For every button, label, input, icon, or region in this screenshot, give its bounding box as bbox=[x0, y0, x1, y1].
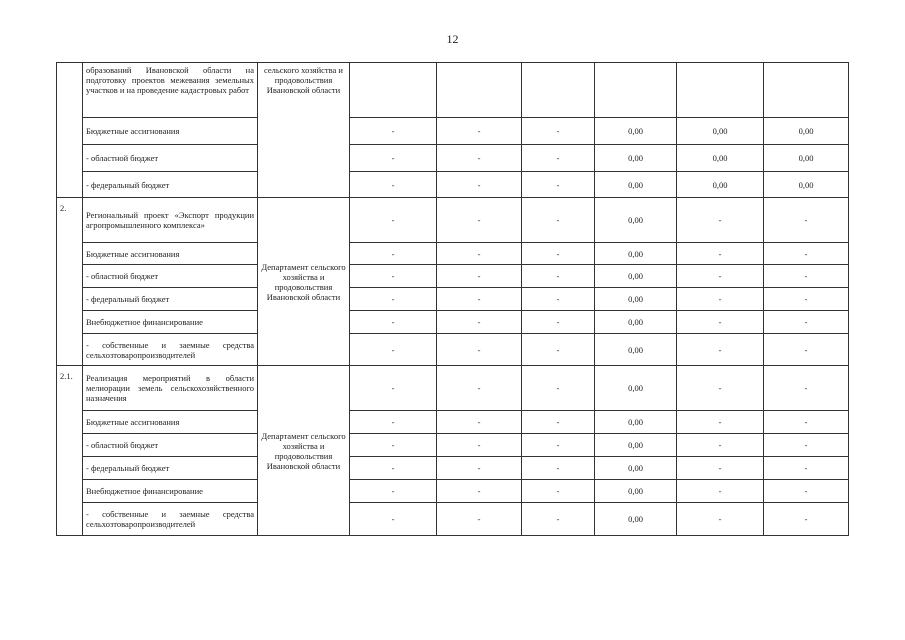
value-cell: - bbox=[677, 198, 764, 243]
value-cell: 0,00 bbox=[595, 243, 677, 265]
value-cell: - bbox=[350, 243, 437, 265]
value-cell: - bbox=[437, 457, 522, 480]
value-cell: - bbox=[350, 366, 437, 411]
value-cell: - bbox=[437, 366, 522, 411]
value-cell: 0,00 bbox=[595, 411, 677, 434]
value-cell: - bbox=[677, 265, 764, 288]
value-cell: 0,00 bbox=[595, 118, 677, 145]
funding-row bbox=[57, 457, 849, 480]
value-cell: - bbox=[764, 198, 849, 243]
value-cell: 0,00 bbox=[595, 480, 677, 503]
section-row bbox=[57, 198, 849, 243]
funding-label: - федеральный бюджет bbox=[83, 457, 258, 480]
value-cell: - bbox=[350, 288, 437, 311]
funding-row bbox=[57, 434, 849, 457]
funding-row bbox=[57, 118, 849, 145]
funding-label: Бюджетные ассигнования bbox=[83, 118, 258, 145]
row-number: 2. bbox=[57, 198, 83, 366]
value-cell: 0,00 bbox=[595, 198, 677, 243]
value-cell: - bbox=[350, 145, 437, 172]
value-cell: - bbox=[764, 311, 849, 334]
funding-label: - областной бюджет bbox=[83, 265, 258, 288]
value-cell: - bbox=[764, 480, 849, 503]
value-cell: - bbox=[350, 334, 437, 366]
value-cell: 0,00 bbox=[595, 503, 677, 536]
funding-row bbox=[57, 311, 849, 334]
value-cell: - bbox=[522, 198, 595, 243]
value-cell: 0,00 bbox=[764, 118, 849, 145]
value-cell: - bbox=[350, 265, 437, 288]
value-cell: - bbox=[437, 243, 522, 265]
value-cell bbox=[522, 63, 595, 118]
value-cell: - bbox=[350, 503, 437, 536]
value-cell: - bbox=[522, 411, 595, 434]
value-cell: - bbox=[437, 145, 522, 172]
value-cell bbox=[677, 63, 764, 118]
funding-row bbox=[57, 145, 849, 172]
value-cell: - bbox=[522, 243, 595, 265]
value-cell: - bbox=[437, 434, 522, 457]
funding-label: Внебюджетное финансирование bbox=[83, 480, 258, 503]
value-cell: - bbox=[677, 411, 764, 434]
value-cell: - bbox=[522, 145, 595, 172]
value-cell: - bbox=[522, 503, 595, 536]
page-number: 12 bbox=[446, 32, 459, 46]
value-cell: - bbox=[764, 457, 849, 480]
value-cell: - bbox=[677, 434, 764, 457]
funding-row bbox=[57, 172, 849, 198]
value-cell: - bbox=[350, 434, 437, 457]
value-cell: 0,00 bbox=[677, 118, 764, 145]
value-cell: - bbox=[677, 311, 764, 334]
value-cell bbox=[764, 63, 849, 118]
value-cell: - bbox=[522, 334, 595, 366]
funding-row bbox=[57, 334, 849, 366]
funding-label: - федеральный бюджет bbox=[83, 172, 258, 198]
value-cell: - bbox=[437, 480, 522, 503]
value-cell: 0,00 bbox=[595, 457, 677, 480]
value-cell: - bbox=[522, 288, 595, 311]
value-cell: - bbox=[350, 311, 437, 334]
funding-label: - областной бюджет bbox=[83, 145, 258, 172]
value-cell: - bbox=[764, 411, 849, 434]
funding-row bbox=[57, 503, 849, 536]
value-cell: - bbox=[437, 503, 522, 536]
value-cell: 0,00 bbox=[677, 172, 764, 198]
value-cell: - bbox=[437, 265, 522, 288]
value-cell: - bbox=[764, 288, 849, 311]
value-cell: - bbox=[350, 172, 437, 198]
value-cell: - bbox=[764, 243, 849, 265]
value-cell: 0,00 bbox=[595, 172, 677, 198]
funding-label: - областной бюджет bbox=[83, 434, 258, 457]
funding-label: Внебюджетное финансирование bbox=[83, 311, 258, 334]
value-cell: - bbox=[677, 457, 764, 480]
section-row bbox=[57, 366, 849, 411]
value-cell: 0,00 bbox=[595, 366, 677, 411]
responsible-department: Департамент сельского хозяйства и продовольствия Ивановской области bbox=[258, 198, 350, 366]
value-cell: 0,00 bbox=[595, 145, 677, 172]
row-number bbox=[57, 63, 83, 198]
value-cell: - bbox=[764, 434, 849, 457]
funding-row bbox=[57, 288, 849, 311]
value-cell: - bbox=[677, 480, 764, 503]
value-cell: 0,00 bbox=[764, 145, 849, 172]
value-cell: - bbox=[350, 480, 437, 503]
funding-row bbox=[57, 243, 849, 265]
value-cell: - bbox=[437, 311, 522, 334]
value-cell: - bbox=[437, 334, 522, 366]
value-cell: - bbox=[677, 503, 764, 536]
section-title: Реализация мероприятий в области мелиорации земель сельскохозяйственного назначения bbox=[83, 366, 258, 411]
value-cell: - bbox=[764, 503, 849, 536]
value-cell: - bbox=[677, 243, 764, 265]
value-cell: - bbox=[522, 311, 595, 334]
value-cell: - bbox=[764, 265, 849, 288]
value-cell: 0,00 bbox=[595, 265, 677, 288]
row-number: 2.1. bbox=[57, 366, 83, 536]
value-cell: - bbox=[522, 457, 595, 480]
value-cell: - bbox=[437, 118, 522, 145]
value-cell: - bbox=[677, 288, 764, 311]
value-cell: - bbox=[522, 172, 595, 198]
section-title: Региональный проект «Экспорт продукции агропромышленного комплекса» bbox=[83, 198, 258, 243]
value-cell bbox=[350, 63, 437, 118]
value-cell: - bbox=[350, 411, 437, 434]
value-cell: 0,00 bbox=[595, 288, 677, 311]
value-cell: - bbox=[522, 265, 595, 288]
value-cell: - bbox=[522, 480, 595, 503]
funding-label: - собственные и заемные средства сельхозтоваропроизводителей bbox=[83, 334, 258, 366]
value-cell: - bbox=[522, 366, 595, 411]
value-cell: - bbox=[437, 172, 522, 198]
funding-label: - собственные и заемные средства сельхозтоваропроизводителей bbox=[83, 503, 258, 536]
value-cell: - bbox=[522, 118, 595, 145]
value-cell: - bbox=[764, 366, 849, 411]
budget-table bbox=[56, 62, 849, 536]
value-cell: 0,00 bbox=[595, 334, 677, 366]
funding-row bbox=[57, 480, 849, 503]
value-cell: - bbox=[437, 198, 522, 243]
value-cell: - bbox=[677, 366, 764, 411]
funding-label: - федеральный бюджет bbox=[83, 288, 258, 311]
value-cell bbox=[595, 63, 677, 118]
value-cell: - bbox=[437, 411, 522, 434]
value-cell: 0,00 bbox=[764, 172, 849, 198]
value-cell: - bbox=[677, 334, 764, 366]
responsible-department: Департамент сельского хозяйства и продовольствия Ивановской области bbox=[258, 366, 350, 536]
section-row bbox=[57, 63, 849, 118]
value-cell: 0,00 bbox=[595, 311, 677, 334]
value-cell: - bbox=[764, 334, 849, 366]
funding-label: Бюджетные ассигнования bbox=[83, 243, 258, 265]
value-cell: - bbox=[350, 457, 437, 480]
funding-row bbox=[57, 411, 849, 434]
value-cell: - bbox=[350, 198, 437, 243]
value-cell: - bbox=[350, 118, 437, 145]
value-cell: 0,00 bbox=[677, 145, 764, 172]
value-cell: - bbox=[522, 434, 595, 457]
funding-label: Бюджетные ассигнования bbox=[83, 411, 258, 434]
funding-row bbox=[57, 265, 849, 288]
value-cell bbox=[437, 63, 522, 118]
section-title: образований Ивановской области на подготовку проектов межевания земельных участков и на проведение кадастровых работ bbox=[83, 63, 258, 118]
value-cell: - bbox=[437, 288, 522, 311]
value-cell: 0,00 bbox=[595, 434, 677, 457]
responsible-department: сельского хозяйства и продовольствия Ивановской области bbox=[258, 63, 350, 198]
